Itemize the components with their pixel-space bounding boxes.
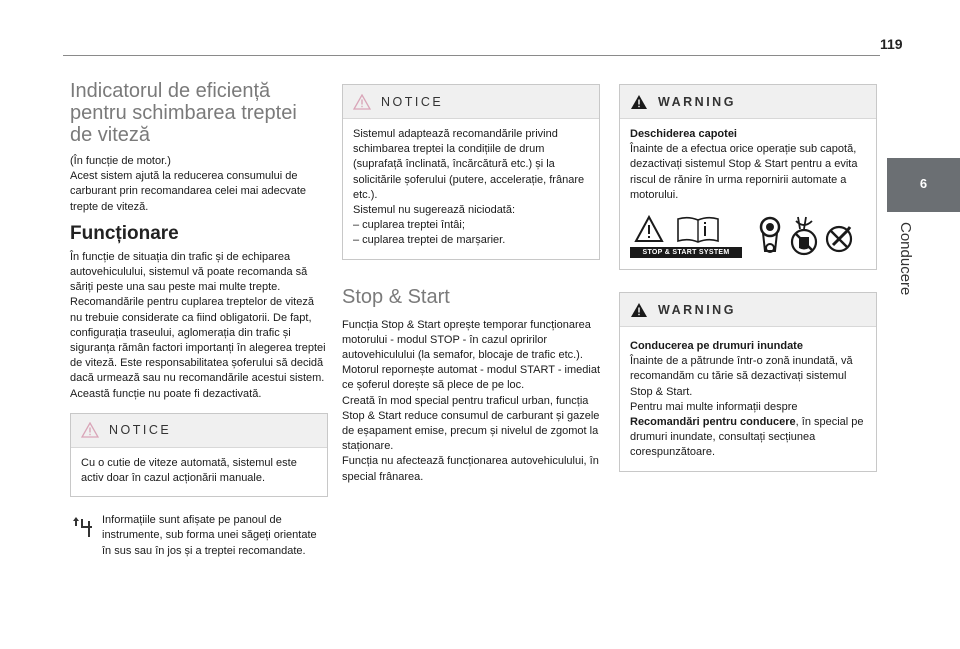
notice-text: Cu o cutie de viteze automată, sistemul este activ doar în cazul acționării manuale.: [81, 456, 297, 485]
warning-heading: Conducerea pe drumuri inundate: [630, 340, 803, 353]
stop-start-safety-signs: [630, 213, 868, 259]
no-hand-icon: [788, 215, 820, 257]
functionare-text: În funcție de situația din trafic și de echiparea autovehiculului, sistemul vă poate recomanda să săriți peste una sau peste mai multe trepte. Recomandările pentru cuplarea treptelor de viteză nu trebuie considerate ca fiind obligatorii. De fapt, configurația traseului, aglomerația din trafic și siguranța rămân factori importanți în alegerea treptei de viteză. Este responsabilitatea șoferului să decidă dacă urmează sau nu recomandările acestui sistem. Această funcție nu poate fi dezactivată.: [70, 250, 326, 400]
gear-indicator-intro: (În funcție de motor.) Acest sistem ajută la reducerea consumului de carburant prin recomandarea celei mai adecvate trepte de viteză.: [70, 155, 307, 213]
gear-shift-indicator-icon: [70, 513, 96, 541]
notice-title: NOTICE: [109, 423, 172, 438]
fan-belt-icon: [756, 215, 784, 257]
notice-text: Sistemul adaptează recomandările privind schimbarea treptei la condițiile de drum (suprafață înclinată, încărcătură etc.) și la solicitările șoferului (putere, accelerație, frânare etc.). Sistemul nu sugerează niciodată: – cuplarea treptei întâi; – cuplarea treptei de marșarier.: [353, 128, 585, 247]
warning-heading: Deschiderea capotei: [630, 128, 737, 140]
title-line-3: de viteză: [70, 124, 151, 146]
chapter-number: 6: [919, 176, 928, 191]
warning-text-b: , în special pe drumuri inundate, consultați secțiunea corespunzătoare.: [630, 416, 864, 459]
chapter-title-text: Conducere: [897, 222, 914, 296]
warning-triangle-icon: [630, 94, 648, 110]
chapter-tab[interactable]: [887, 158, 960, 212]
notice-header: [71, 414, 327, 448]
section-title-functionare: Funcționare: [70, 222, 179, 244]
notice-header: [343, 85, 599, 119]
page-number: 119: [880, 36, 903, 52]
warning-box-hood: [619, 84, 877, 270]
driving-recommendations-link[interactable]: Recomandări pentru conducere: [630, 416, 796, 429]
info-text: Informațiile sunt afișate pe panoul de instrumente, sub forma unei săgeți orientate în sus sau în jos și a treptei recomandate.: [102, 514, 317, 557]
warning-text-a: Înainte de a pătrunde într-o zonă inundată, vă recomandăm cu tărie să dezactivați sistemul Stop & Start. Pentru mai multe informații despre: [630, 355, 853, 413]
warning-header: [620, 85, 876, 119]
notice-title: NOTICE: [381, 94, 444, 109]
top-rule: [63, 55, 880, 56]
no-tool-icon: [824, 215, 854, 257]
stop-start-label: STOP & START SYSTEM: [630, 247, 742, 258]
warning-triangle-icon: [81, 422, 99, 438]
title-line-2: pentru schimbarea treptei: [70, 102, 297, 124]
gear-indicator-title: [70, 80, 328, 146]
warning-box-flooded-roads: [619, 292, 877, 472]
notice-box-automatic: [70, 413, 328, 497]
stop-start-title: Stop & Start: [342, 285, 450, 308]
info-note: [70, 513, 328, 559]
warning-triangle-icon: [630, 302, 648, 318]
warning-title: WARNING: [658, 94, 736, 109]
chapter-title: [892, 222, 922, 312]
column-stop-start: [342, 84, 600, 485]
warning-header: [620, 293, 876, 327]
danger-sign-icon: [634, 215, 664, 243]
column-gear-indicator: [70, 80, 328, 559]
warning-text: Înainte de a efectua orice operație sub capotă, dezactivați sistemul Stop & Start pentru a evita riscul de rănire în urma repornirii automate a motorului.: [630, 143, 858, 201]
stop-start-text: Funcția Stop & Start oprește temporar funcționarea motorului - modul STOP - în cazul opririlor autovehiculului (la semafor, blocaje de trafic etc.). Motorul repornește automat - modul START - imediat ce șoferul dorește să plece de pe loc. Creată în mod special pentru traficul urban, funcția Stop & Start reduce consumul de carburant și gazele de eșapament emise, precum și nivelul de zgomot la staționare. Funcția nu afectează funcționarea autovehiculului, în special frânarea.: [342, 318, 600, 483]
notice-box-recommendations: [342, 84, 600, 260]
manual-book-icon: [676, 215, 720, 243]
title-line-1: Indicatorul de eficiență: [70, 80, 271, 102]
stop-start-sign: [630, 213, 742, 259]
warning-text: [630, 354, 868, 460]
warning-title: WARNING: [658, 302, 736, 317]
column-warnings: [619, 84, 877, 472]
warning-triangle-icon: [353, 94, 371, 110]
